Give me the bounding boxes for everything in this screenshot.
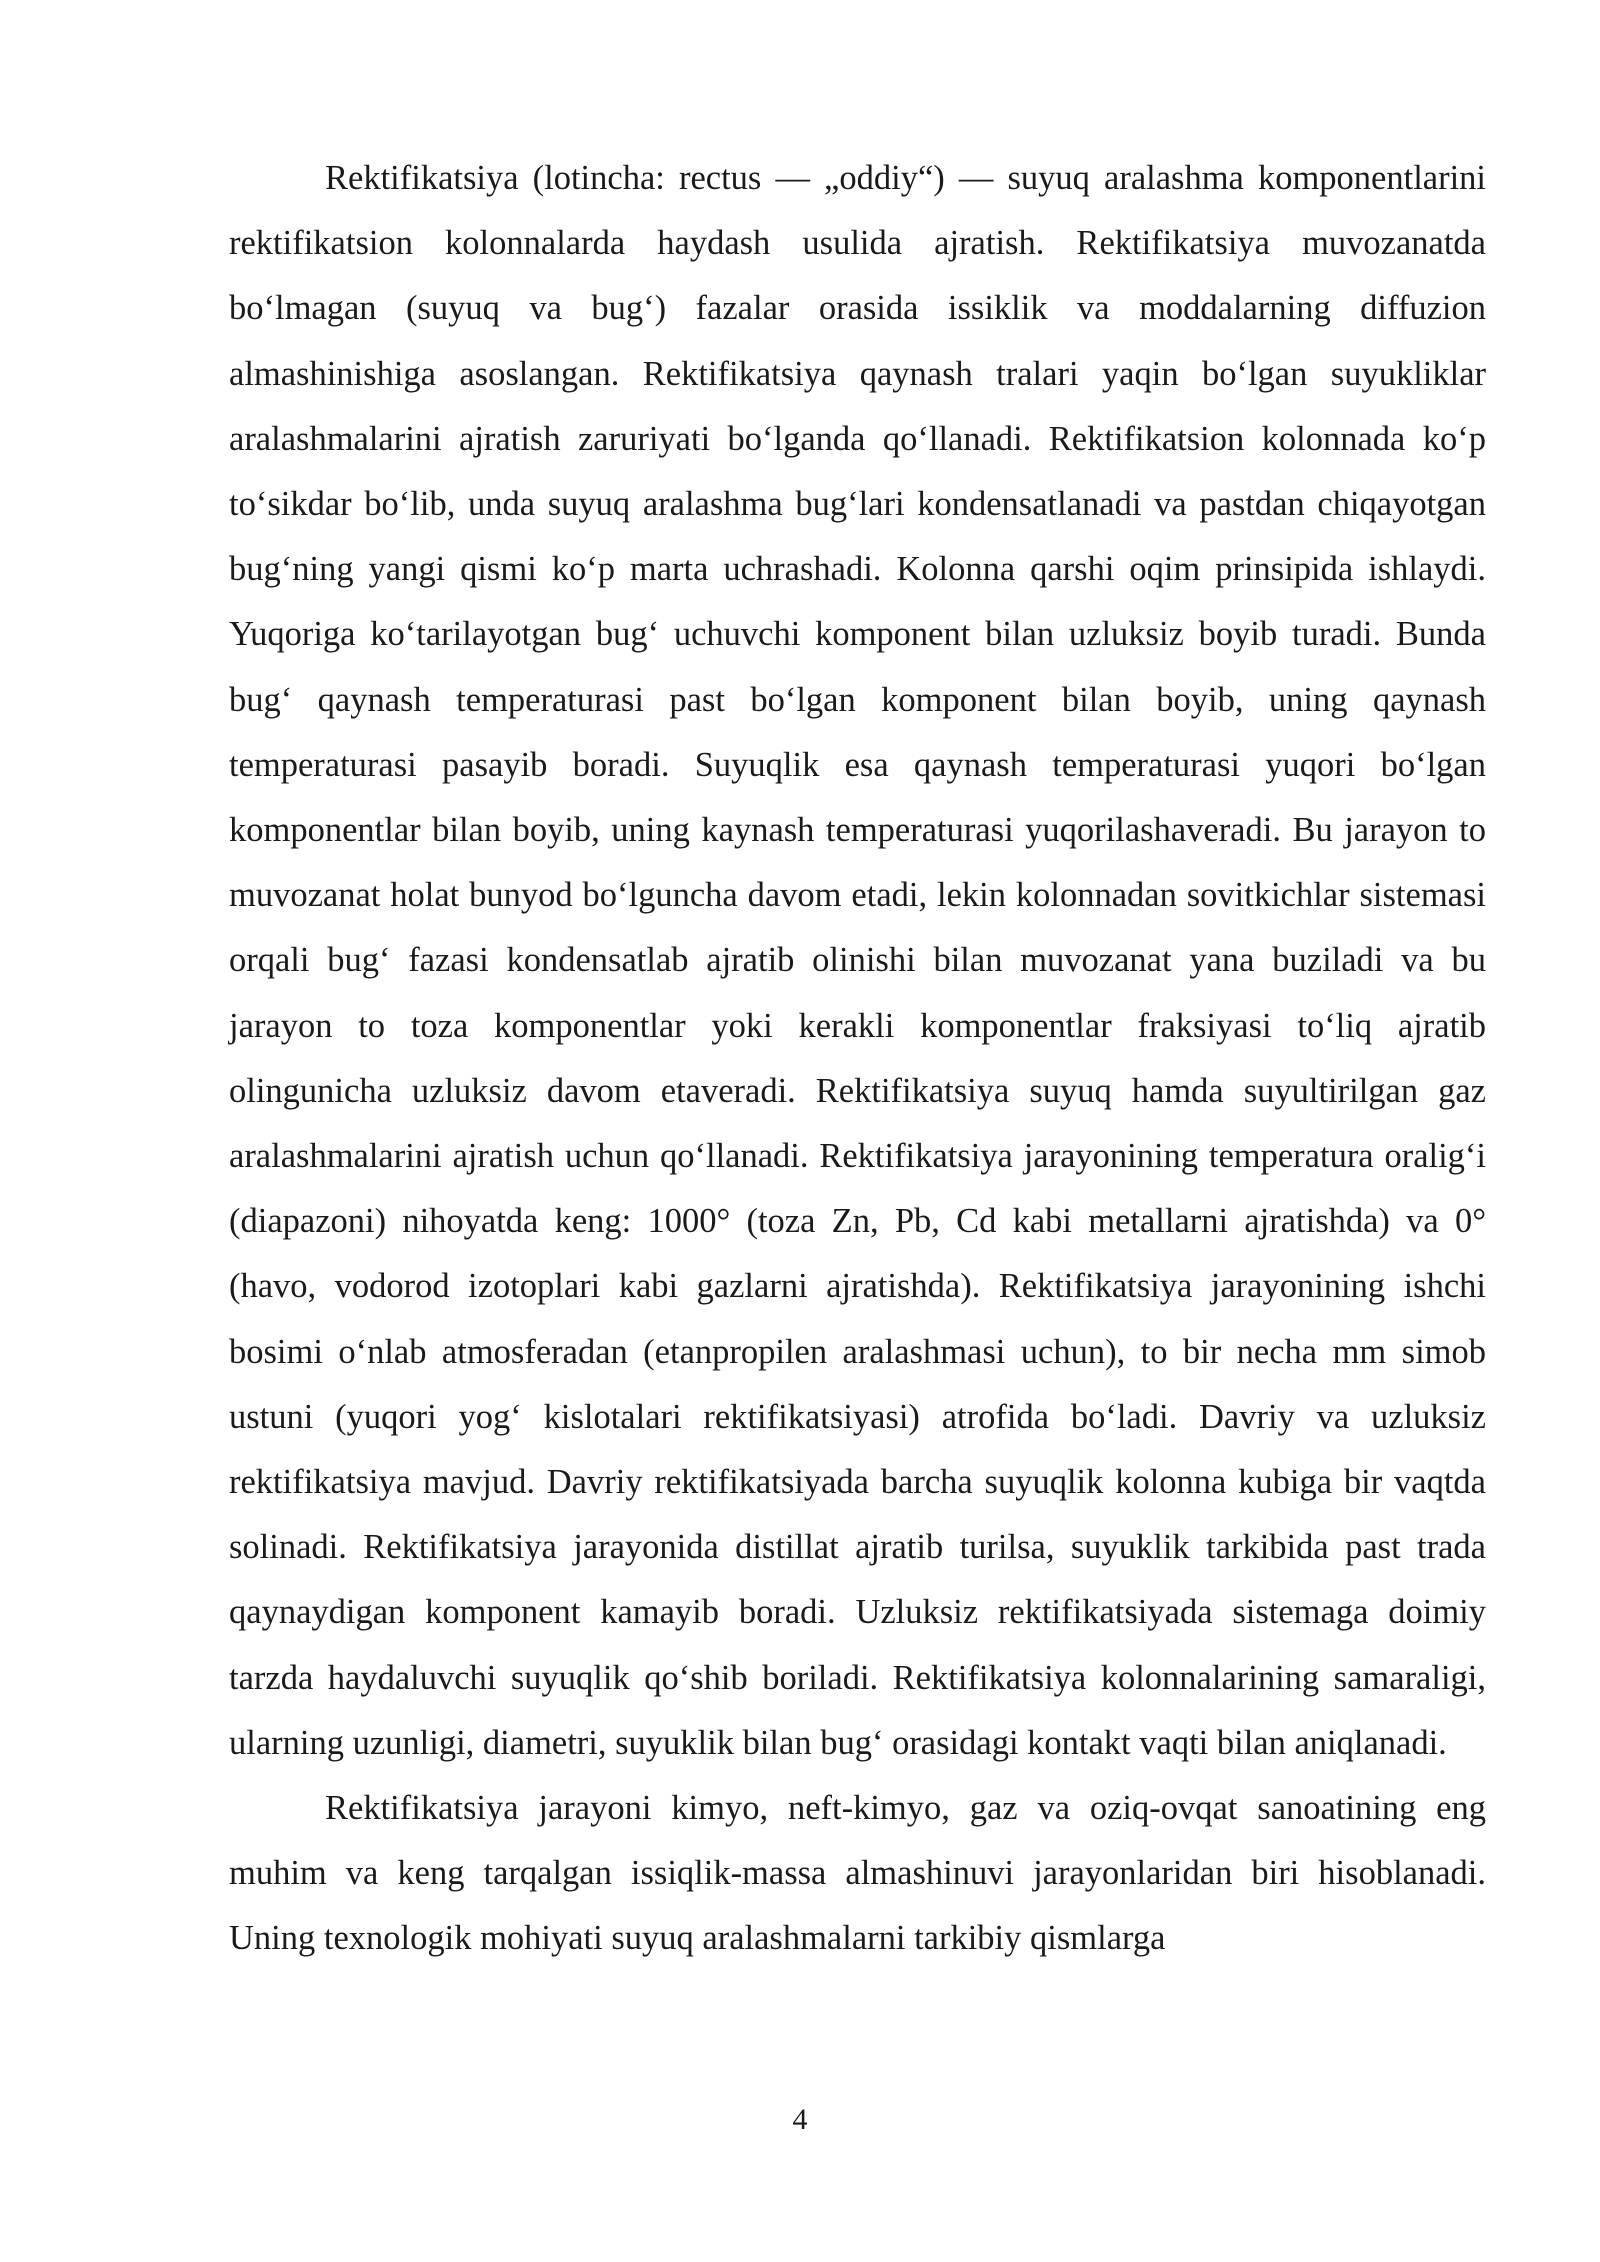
paragraph-rektifikatsiya-process: Rektifikatsiya jarayoni kimyo, neft-kimyo, gaz va oziq-ovqat sanoatining eng muhim va keng tarqalgan issiqlik-massa almashinuvi jarayonlaridan biri hisoblanadi. Uning texnologik mohiyati suyuq aralashmalarni tarkibiy qismlarga xyxy=(229,1789,1486,1958)
paragraph-rektifikatsiya-definition: Rektifikatsiya (lotincha: rectus — „oddiy“) — suyuq aralashma komponentlarini rektifikatsion kolonnalarda haydash usulida ajratish. Rektifikatsiya muvozanatda bo‘lmagan (suyuq va bug‘) fazalar orasida issiklik va moddalarning diffuzion almashinishiga asoslangan. Rektifikatsiya qaynash tralari yaqin bo‘lgan suyukliklar aralashmalarini ajratish zaruriyati bo‘lganda qo‘llanadi. Rektifikatsion kolonnada ko‘p to‘sikdar bo‘lib, unda suyuq aralashma bug‘lari kondensatlanadi va pastdan chiqayotgan bug‘ning yangi qismi ko‘p marta uchrashadi. Kolonna qarshi oqim prinsipida ishlaydi. Yuqoriga ko‘tarilayotgan bug‘ uchuvchi komponent bilan uzluksiz boyib turadi. Bunda bug‘ qaynash temperaturasi past bo‘lgan komponent bilan boyib, uning qaynash temperaturasi pasayib boradi. Suyuqlik esa qaynash temperaturasi yuqori bo‘lgan komponentlar bilan boyib, uning kaynash temperaturasi yuqorilashaveradi. Bu jarayon to muvozanat holat bunyod bo‘lguncha davom etadi, lekin kolonnadan sovitkichlar sistemasi orqali bug‘ fazasi kondensatlab ajratib olinishi bilan muvozanat yana buziladi va bu jarayon to toza komponentlar yoki kerakli komponentlar fraksiyasi to‘liq ajratib olingunicha uzluksiz davom etaveradi. Rektifikatsiya suyuq hamda suyultirilgan gaz aralashmalarini ajratish uchun qo‘llanadi. Rektifikatsiya jarayonining temperatura oralig‘i (diapazoni) nihoyatda keng: 1000° (toza Zn, Pb, Cd kabi metallarni ajratishda) va 0° (havo, vodorod izotoplari kabi gazlarni ajratishda). Rektifikatsiya jarayonining ishchi bosimi o‘nlab atmosferadan (etanpropilen aralashmasi uchun), to bir necha mm simob ustuni (yuqori yog‘ kislotalari rektifikatsiyasi) atrofida bo‘ladi. Davriy va uzluksiz rektifikatsiya mavjud. Davriy rektifikatsiyada barcha suyuqlik kolonna kubiga bir vaqtda solinadi. Rektifikatsiya jarayonida distillat ajratib turilsa, suyuklik tarkibida past trada qaynaydigan komponent kamayib boradi. Uzluksiz rektifikatsiyada sistemaga doimiy tarzda haydaluvchi suyuqlik qo‘shib boriladi. Rektifikatsiya kolonnalarining samaraligi, ularning uzunligi, diametri, suyuklik bilan bug‘ orasidagi kontakt vaqti bilan aniqlanadi. xyxy=(229,159,1486,1762)
document-body xyxy=(229,146,1486,1972)
page-number: 4 xyxy=(792,2103,808,2136)
